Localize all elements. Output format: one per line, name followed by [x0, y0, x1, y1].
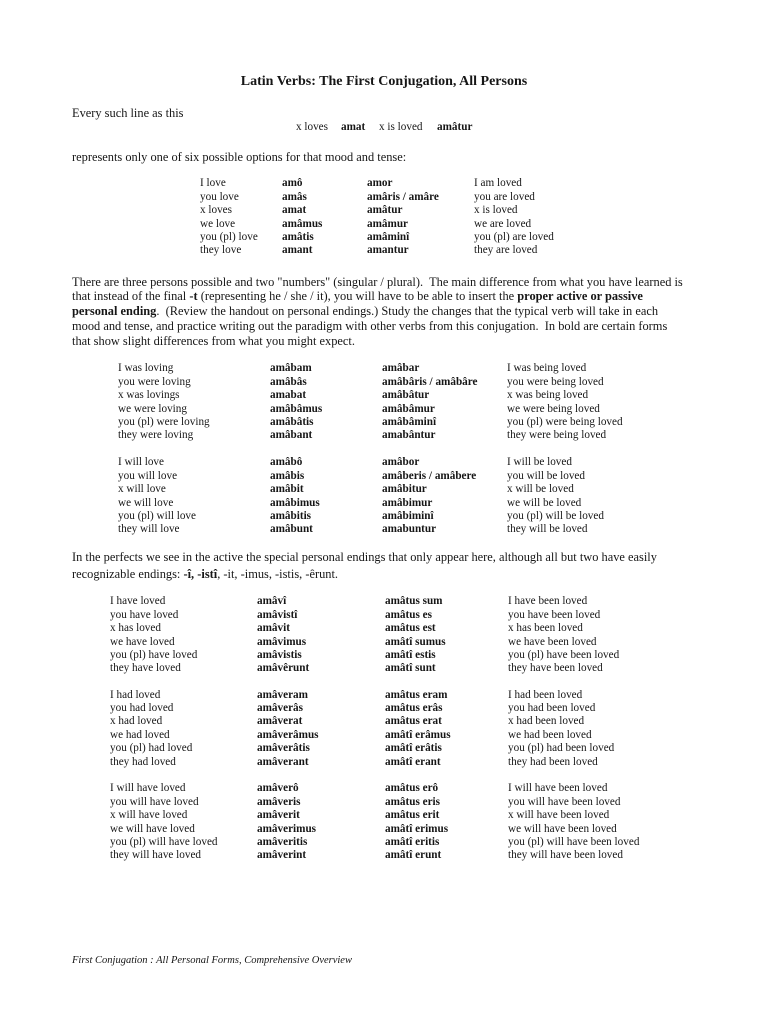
english-active-cell: I was loving — [118, 362, 174, 375]
english-passive-cell: I had been loved — [508, 688, 583, 701]
english-passive-cell: we will be loved — [507, 496, 582, 509]
latin-passive-cell: amâmur — [367, 217, 409, 230]
table-row — [0, 497, 768, 510]
latin-active-cell: amat — [282, 204, 307, 217]
table-row — [0, 456, 768, 469]
english-active-cell: they had loved — [110, 755, 176, 768]
english-active-cell: we will love — [118, 496, 174, 509]
english-active-cell: I had loved — [110, 688, 161, 701]
english-active-cell: we have loved — [110, 635, 175, 648]
table-row — [0, 809, 768, 822]
english-active-cell: I have loved — [110, 595, 166, 608]
table-row — [0, 742, 768, 755]
example-passive-english: x is loved — [379, 121, 423, 133]
example-active-english: x loves — [296, 121, 329, 133]
english-passive-cell: you will be loved — [507, 469, 585, 482]
english-passive-cell: you (pl) will be loved — [507, 510, 604, 523]
text-run: recognizable endings: — [72, 566, 184, 581]
latin-passive-cell: amâtus erat — [385, 715, 442, 728]
table-row — [0, 244, 768, 257]
english-active-cell: x had loved — [110, 715, 163, 728]
english-passive-cell: you will have been loved — [508, 795, 621, 808]
text-run: mood and tense, and practice writing out the paradigm with other verbs from this conjugation. In bold are certain forms — [72, 318, 668, 333]
latin-active-cell: amâbunt — [270, 523, 313, 536]
text-run: (representing he / she / it), you will have to be able to insert the — [197, 289, 518, 304]
latin-active-cell: amâbam — [270, 362, 312, 375]
english-passive-cell: I am loved — [474, 177, 522, 190]
latin-active-cell: amâverâtis — [257, 742, 310, 755]
english-active-cell: x will have loved — [110, 809, 188, 822]
english-active-cell: we will have loved — [110, 822, 195, 835]
latin-passive-cell: amâtus est — [385, 622, 436, 635]
english-passive-cell: x is loved — [474, 204, 518, 217]
paragraph-line — [72, 549, 657, 566]
table-row — [0, 782, 768, 795]
intro-text: Every such line as this — [72, 106, 184, 120]
latin-passive-cell: amâbar — [382, 362, 420, 375]
table-row — [0, 389, 768, 402]
english-active-cell: you (pl) have loved — [110, 649, 198, 662]
latin-active-cell: amâbis — [270, 469, 305, 482]
english-passive-cell: they will be loved — [507, 523, 588, 536]
latin-active-cell: amô — [282, 177, 303, 190]
bold-text: -î, -istî — [183, 566, 218, 581]
latin-passive-cell: amâbiminî — [382, 510, 434, 523]
perfects-paragraph — [72, 549, 657, 583]
latin-passive-cell: amâbâmur — [382, 402, 435, 415]
latin-active-cell: amâbimus — [270, 496, 320, 509]
english-passive-cell: they have been loved — [508, 662, 603, 675]
latin-passive-cell: amâtî erâmus — [385, 728, 451, 741]
table-row — [0, 636, 768, 649]
latin-passive-cell: amâbimur — [382, 496, 433, 509]
latin-active-cell: amâverat — [257, 715, 303, 728]
page-footer: First Conjugation : All Personal Forms, Comprehensive Overview — [72, 955, 352, 966]
english-passive-cell: they had been loved — [508, 755, 598, 768]
page-title: Latin Verbs: The First Conjugation, All Persons — [240, 74, 528, 89]
english-passive-cell: you (pl) have been loved — [508, 649, 620, 662]
table-row — [0, 204, 768, 217]
latin-passive-cell: amâberis / amâbere — [382, 469, 477, 482]
english-active-cell: we were loving — [118, 402, 187, 415]
latin-active-cell: amâvî — [257, 595, 287, 608]
bold-text: -t — [189, 289, 198, 304]
latin-passive-cell: amâtus eris — [385, 795, 440, 808]
text-run: that instead of the final — [72, 289, 190, 304]
latin-active-cell: amâvimus — [257, 635, 307, 648]
latin-passive-cell: amâtî erant — [385, 755, 441, 768]
table-row — [0, 715, 768, 728]
paragraph-line — [72, 334, 683, 349]
english-active-cell: x loves — [200, 204, 233, 217]
table-row — [0, 483, 768, 496]
latin-passive-cell: amâtur — [367, 204, 403, 217]
table-row — [0, 689, 768, 702]
latin-passive-cell: amâminî — [367, 231, 410, 244]
latin-active-cell: amâvit — [257, 622, 290, 635]
latin-passive-cell: amâtus es — [385, 608, 432, 621]
table-row — [0, 191, 768, 204]
latin-active-cell: amâvêrunt — [257, 662, 310, 675]
table-row — [0, 849, 768, 862]
text-run: that show slight differences from what you might expect. — [72, 333, 355, 348]
latin-passive-cell: amâbor — [382, 456, 420, 469]
table-row — [0, 523, 768, 536]
table-row — [0, 595, 768, 608]
example-active-latin: amat — [341, 121, 366, 133]
table-row — [0, 662, 768, 675]
english-active-cell: you (pl) love — [200, 231, 258, 244]
english-passive-cell: x was being loved — [507, 389, 589, 402]
english-passive-cell: they will have been loved — [508, 849, 623, 862]
english-passive-cell: x will be loved — [507, 483, 574, 496]
english-active-cell: you were loving — [118, 375, 191, 388]
latin-active-cell: amâmus — [282, 217, 323, 230]
text-run: In the perfects we see in the active the special personal endings that only appear here, although all but two have easily — [72, 549, 657, 564]
table-row — [0, 376, 768, 389]
table-row — [0, 231, 768, 244]
english-active-cell: I will have loved — [110, 782, 186, 795]
table-row — [0, 702, 768, 715]
latin-passive-cell: amâbâminî — [382, 416, 437, 429]
english-active-cell: you will have loved — [110, 795, 199, 808]
english-passive-cell: I will have been loved — [508, 782, 608, 795]
latin-active-cell: amâverit — [257, 809, 300, 822]
paragraph-line — [72, 319, 683, 334]
english-passive-cell: you (pl) will have been loved — [508, 835, 640, 848]
latin-passive-cell: amâbâris / amâbâre — [382, 375, 478, 388]
explanation-paragraph — [72, 275, 683, 349]
latin-passive-cell: amâbâtur — [382, 389, 430, 402]
english-active-cell: I will love — [118, 456, 164, 469]
english-passive-cell: x has been loved — [508, 622, 583, 635]
latin-active-cell: amâbant — [270, 429, 313, 442]
paragraph-line — [72, 304, 683, 319]
latin-active-cell: amâbô — [270, 456, 303, 469]
table-row — [0, 796, 768, 809]
table-row — [0, 510, 768, 523]
latin-active-cell: amâbit — [270, 483, 304, 496]
latin-passive-cell: amâbitur — [382, 483, 427, 496]
latin-active-cell: amâverâmus — [257, 728, 319, 741]
latin-passive-cell: amâtî sumus — [385, 635, 446, 648]
latin-passive-cell: amâtî erunt — [385, 849, 442, 862]
english-active-cell: they will have loved — [110, 849, 202, 862]
latin-active-cell: amabat — [270, 389, 307, 402]
english-active-cell: you will love — [118, 469, 178, 482]
latin-passive-cell: amâtus erâs — [385, 701, 443, 714]
latin-active-cell: amâverimus — [257, 822, 317, 835]
english-passive-cell: I have been loved — [508, 595, 588, 608]
table-row — [0, 609, 768, 622]
table-row — [0, 470, 768, 483]
english-passive-cell: you have been loved — [508, 608, 601, 621]
example-passive-latin: amâtur — [437, 121, 473, 133]
options-note: represents only one of six possible options for that mood and tense: — [72, 150, 407, 164]
english-passive-cell: you (pl) were being loved — [507, 416, 623, 429]
english-active-cell: x was lovings — [118, 389, 180, 402]
english-passive-cell: you were being loved — [507, 375, 604, 388]
table-row — [0, 836, 768, 849]
english-active-cell: you have loved — [110, 608, 179, 621]
english-active-cell: we love — [200, 217, 236, 230]
latin-active-cell: amâbâmus — [270, 402, 323, 415]
table-row — [0, 649, 768, 662]
english-active-cell: you (pl) had loved — [110, 742, 193, 755]
bold-text: proper active or passive — [517, 289, 643, 304]
english-active-cell: x has loved — [110, 622, 161, 635]
latin-active-cell: amâbitis — [270, 510, 312, 523]
text-run: , -it, -imus, -istis, -êrunt. — [217, 566, 339, 581]
table-row — [0, 218, 768, 231]
latin-active-cell: amâverâs — [257, 701, 303, 714]
latin-passive-cell: amâtî eritis — [385, 835, 440, 848]
latin-active-cell: amâbâtis — [270, 416, 314, 429]
english-passive-cell: they are loved — [474, 244, 538, 257]
english-active-cell: they were loving — [118, 429, 194, 442]
table-row — [0, 622, 768, 635]
table-row — [0, 403, 768, 416]
latin-active-cell: amâvistî — [257, 608, 298, 621]
present-paradigm-table — [0, 177, 768, 258]
table-row — [0, 362, 768, 375]
english-active-cell: you love — [200, 190, 239, 203]
bold-text: personal ending — [72, 304, 157, 318]
table-row — [0, 416, 768, 429]
english-active-cell: I love — [200, 177, 226, 190]
english-passive-cell: you (pl) are loved — [474, 231, 554, 244]
latin-passive-cell: amâris / amâre — [367, 190, 439, 203]
latin-passive-cell: amâtus erit — [385, 809, 440, 822]
english-passive-cell: you are loved — [474, 190, 535, 203]
latin-active-cell: amâveritis — [257, 835, 308, 848]
english-passive-cell: x had been loved — [508, 715, 585, 728]
english-active-cell: they have loved — [110, 662, 181, 675]
latin-passive-cell: amor — [367, 177, 393, 190]
latin-active-cell: amant — [282, 244, 313, 257]
english-active-cell: they will love — [118, 523, 180, 536]
future-paradigm-table — [0, 456, 768, 537]
english-active-cell: they love — [200, 244, 242, 257]
table-row — [0, 729, 768, 742]
table-row — [0, 756, 768, 769]
paragraph-line — [72, 275, 683, 290]
latin-passive-cell: amâtî erâtis — [385, 742, 442, 755]
imperfect-paradigm-table — [0, 362, 768, 443]
english-passive-cell: you had been loved — [508, 701, 596, 714]
english-passive-cell: we were being loved — [507, 402, 600, 415]
latin-active-cell: amâverant — [257, 755, 309, 768]
latin-passive-cell: amâtus eram — [385, 688, 448, 701]
latin-active-cell: amâverint — [257, 849, 307, 862]
english-passive-cell: I will be loved — [507, 456, 572, 469]
perfect-paradigm-table — [0, 595, 768, 676]
english-passive-cell: we have been loved — [508, 635, 597, 648]
latin-passive-cell: amâtî estis — [385, 649, 436, 662]
table-row — [0, 177, 768, 190]
english-passive-cell: they were being loved — [507, 429, 607, 442]
english-passive-cell: we had been loved — [508, 728, 592, 741]
text-run: . (Review the handout on personal endings.) Study the changes that the typical verb will take in each — [156, 304, 659, 318]
text-run: There are three persons possible and two "numbers" (singular / plural). The main difference from what you have learned is — [72, 274, 683, 289]
latin-active-cell: amâbâs — [270, 375, 307, 388]
latin-active-cell: amâvistis — [257, 649, 302, 662]
english-active-cell: you (pl) will have loved — [110, 835, 218, 848]
latin-passive-cell: amâtî erimus — [385, 822, 449, 835]
english-active-cell: we had loved — [110, 728, 170, 741]
pluperfect-paradigm-table — [0, 689, 768, 770]
latin-active-cell: amâveram — [257, 688, 308, 701]
paragraph-line — [72, 289, 683, 304]
english-passive-cell: you (pl) had been loved — [508, 742, 615, 755]
english-active-cell: you (pl) will love — [118, 510, 196, 523]
english-active-cell: x will love — [118, 483, 166, 496]
latin-active-cell: amâtis — [282, 231, 314, 244]
paragraph-line — [72, 566, 657, 583]
english-passive-cell: we are loved — [474, 217, 532, 230]
future-perfect-paradigm-table — [0, 782, 768, 863]
english-active-cell: you (pl) were loving — [118, 416, 210, 429]
latin-passive-cell: amantur — [367, 244, 409, 257]
table-row — [0, 823, 768, 836]
latin-passive-cell: amâtî sunt — [385, 662, 436, 675]
english-passive-cell: I was being loved — [507, 362, 587, 375]
table-row — [0, 429, 768, 442]
latin-passive-cell: amabuntur — [382, 523, 437, 536]
latin-passive-cell: amâtus sum — [385, 595, 443, 608]
latin-active-cell: amâverô — [257, 782, 299, 795]
english-passive-cell: x will have been loved — [508, 809, 610, 822]
latin-passive-cell: amabântur — [382, 429, 436, 442]
latin-active-cell: amâveris — [257, 795, 301, 808]
english-passive-cell: we will have been loved — [508, 822, 617, 835]
latin-active-cell: amâs — [282, 190, 307, 203]
latin-passive-cell: amâtus erô — [385, 782, 439, 795]
english-active-cell: you had loved — [110, 701, 174, 714]
